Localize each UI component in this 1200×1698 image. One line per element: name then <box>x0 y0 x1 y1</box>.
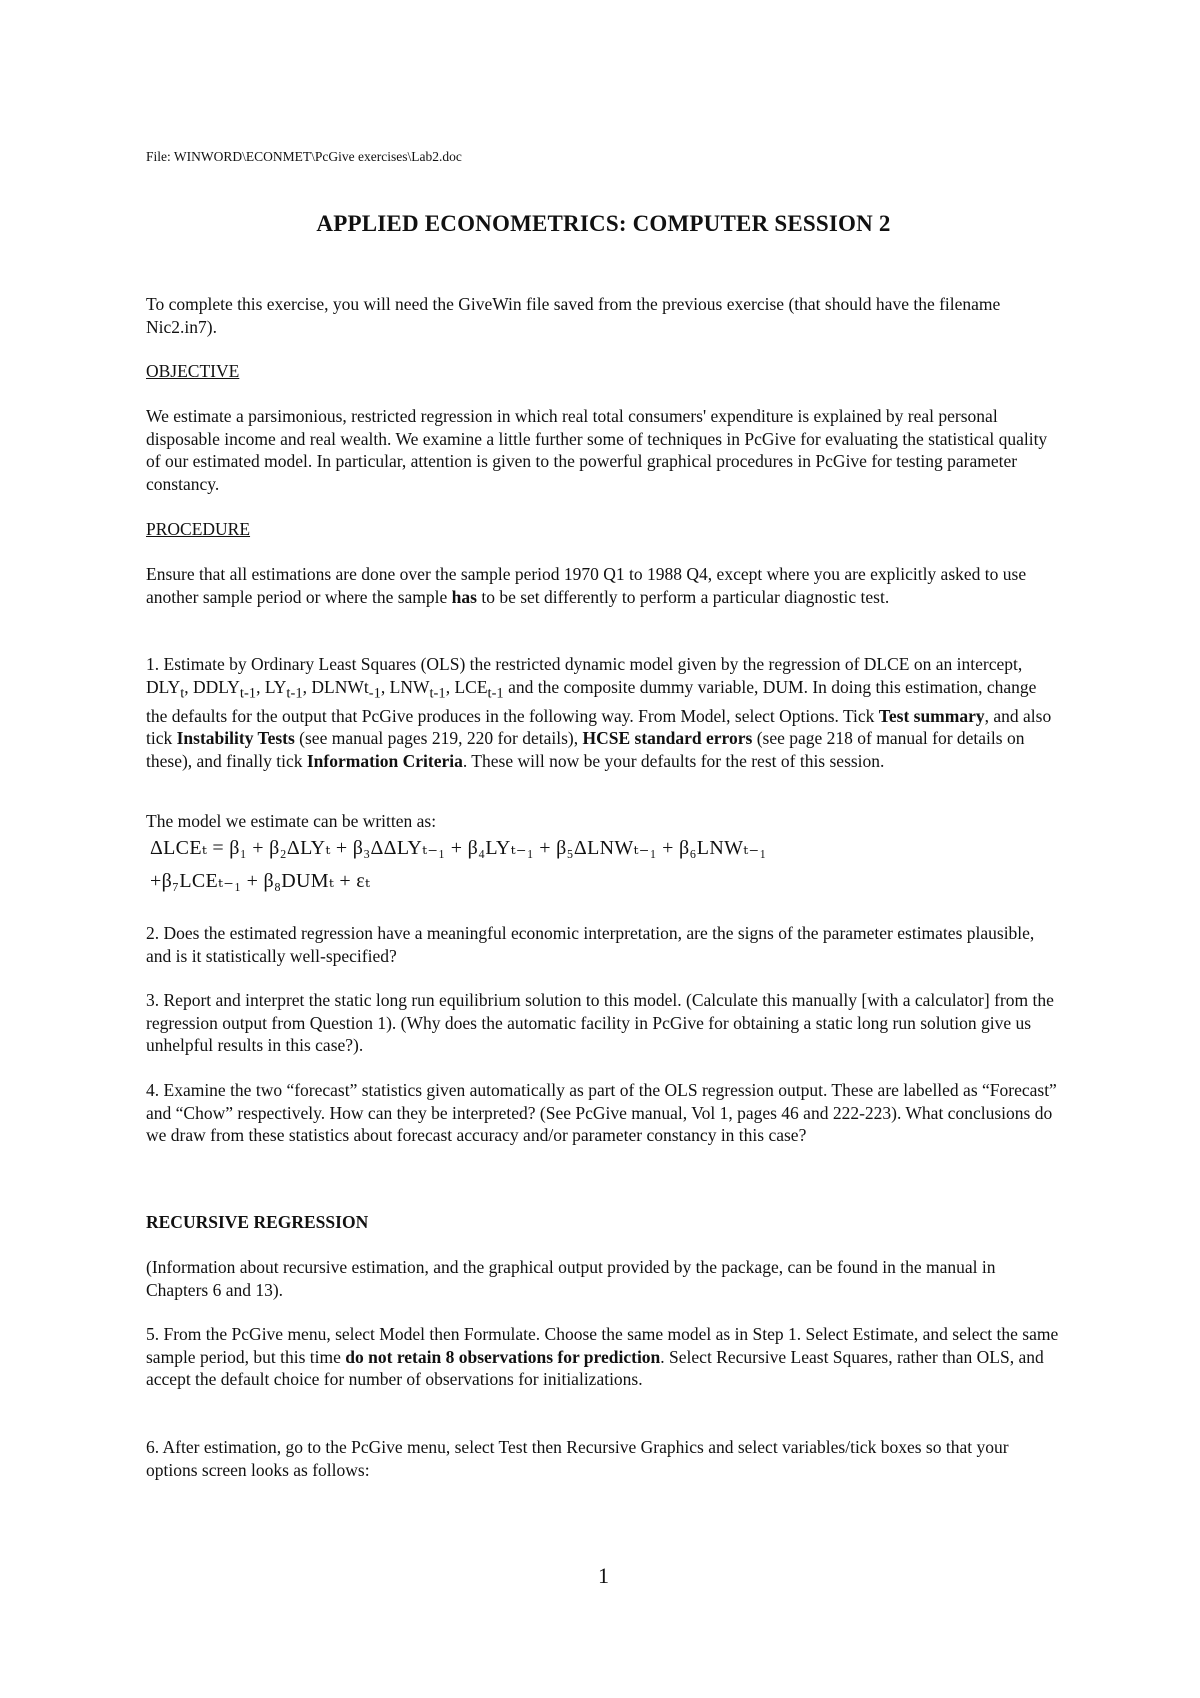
step1-bold-info-criteria: Information Criteria <box>306 750 463 771</box>
procedure-bold-has: has <box>451 586 477 607</box>
equation-line-1: ΔLCEₜ = β₁ + β₂ΔLYₜ + β₃ΔΔLYₜ₋₁ + β₄LYₜ₋₁ + β₅ΔLNWₜ₋₁ + β₆LNWₜ₋₁ <box>150 837 767 859</box>
procedure-paragraph <box>146 563 1061 608</box>
step1-sub: t-1 <box>429 685 446 701</box>
step5-bold: do not retain 8 observations for prediction <box>345 1346 661 1367</box>
step1-text-i: (see manual pages 219, 220 for details), <box>294 728 583 748</box>
step1-bold-instability: Instability Tests <box>176 728 295 748</box>
step-6-paragraph: 6. After estimation, go to the PcGive menu, select Test then Recursive Graphics and select variables/tick boxes so that your options screen looks as follows: <box>146 1437 1009 1480</box>
recursive-intro-paragraph: (Information about recursive estimation, and the graphical output provided by the package, can be found in the manual in Chapters 6 and 13). <box>146 1257 996 1300</box>
step1-text-h: , and also tick <box>146 705 1052 748</box>
step5-text-b: . Select Recursive Least Squares, rather than OLS, and accept the default choice for number of observations for initializations. <box>146 1346 1044 1389</box>
step5-text-a: 5. From the PcGive menu, select Model then Formulate. Choose the same model as in Step 1. Select Estimate, and select the same sample period, but this time <box>146 1324 1059 1367</box>
model-intro: The model we estimate can be written as: <box>146 811 437 831</box>
procedure-heading: PROCEDURE <box>146 519 251 539</box>
equation-line-2: +β₇LCEₜ₋₁ + β₈DUMₜ + εₜ <box>150 870 371 892</box>
step-2-paragraph: 2. Does the estimated regression have a meaningful economic interpretation, are the signs of the parameter estimates plausible, and is it statistically well-specified? <box>146 923 1035 966</box>
step1-bold-hcse: HCSE standard errors <box>582 728 753 748</box>
step1-sub: -1 <box>368 685 381 701</box>
step1-text-g: and the composite dummy variable, DUM. In doing this estimation, change the defaults for the output that PcGive produces in the following way. From Model, select Options. Tick <box>146 676 1037 726</box>
step1-sub: t-1 <box>286 685 303 701</box>
objective-paragraph: We estimate a parsimonious, restricted regression in which real total consumers' expenditure is explained by real personal disposable income and real wealth. We examine a little further some of techniques in PcGive for evaluating the statistical quality of our estimated model. In particular, attention is given to the powerful graphical procedures in PcGive for testing parameter constancy. <box>146 406 1048 494</box>
step1-text-a: 1. Estimate by Ordinary Least Squares (OLS) the restricted dynamic model given by the regression of DLCE on an intercept, DLY <box>146 654 1023 697</box>
procedure-text-2: to be set differently to perform a particular diagnostic test. <box>476 586 890 607</box>
objective-heading: OBJECTIVE <box>146 361 240 381</box>
step1-text-d: , DLNWt <box>302 676 369 697</box>
step-4-paragraph: 4. Examine the two “forecast” statistics given automatically as part of the OLS regression output. These are labelled as “Forecast” and “Chow” respectively. How can they be interpreted? (See PcGive manual, Vol 1, pages 46 and 222-223). What conclusions do we draw from these statistics about forecast accuracy and/or parameter constancy in this case? <box>146 1080 1057 1145</box>
step1-sub: t <box>180 685 185 701</box>
step1-text-k: . These will now be your defaults for the rest of this session. <box>462 750 885 771</box>
step1-sub: t-1 <box>487 685 504 701</box>
step1-text-c: , LY <box>256 676 287 697</box>
step1-text-j: (see page 218 of manual for details on these), and finally tick <box>146 728 1025 771</box>
file-path-line: File: WINWORD\ECONMET\PcGive exercises\Lab2.doc <box>146 149 462 164</box>
step1-bold-test-summary: Test summary <box>878 705 985 726</box>
procedure-text-1: Ensure that all estimations are done over the sample period 1970 Q1 to 1988 Q4, except where you are explicitly asked to use another sample period or where the sample <box>146 564 1027 607</box>
step1-sub: t-1 <box>239 685 257 701</box>
recursive-regression-heading: RECURSIVE REGRESSION <box>146 1212 369 1232</box>
step1-text-e: , LNW <box>380 676 430 697</box>
document-title: APPLIED ECONOMETRICS: COMPUTER SESSION 2 <box>316 211 891 236</box>
step-5-paragraph <box>146 1323 1061 1391</box>
step1-text-f: , LCE <box>445 676 488 697</box>
page-number: 1 <box>598 1563 609 1588</box>
step-1-paragraph <box>146 653 1061 772</box>
step1-text-b: , DDLY <box>184 676 240 697</box>
intro-paragraph: To complete this exercise, you will need the GiveWin file saved from the previous exercise (that should have the filename Nic2.in7). <box>146 294 1001 337</box>
step-3-paragraph: 3. Report and interpret the static long run equilibrium solution to this model. (Calculate this manually [with a calculator] from the regression output from Question 1). (Why does the automatic facility in PcGive for obtaining a static long run solution give us unhelpful results in this case?). <box>146 990 1054 1055</box>
